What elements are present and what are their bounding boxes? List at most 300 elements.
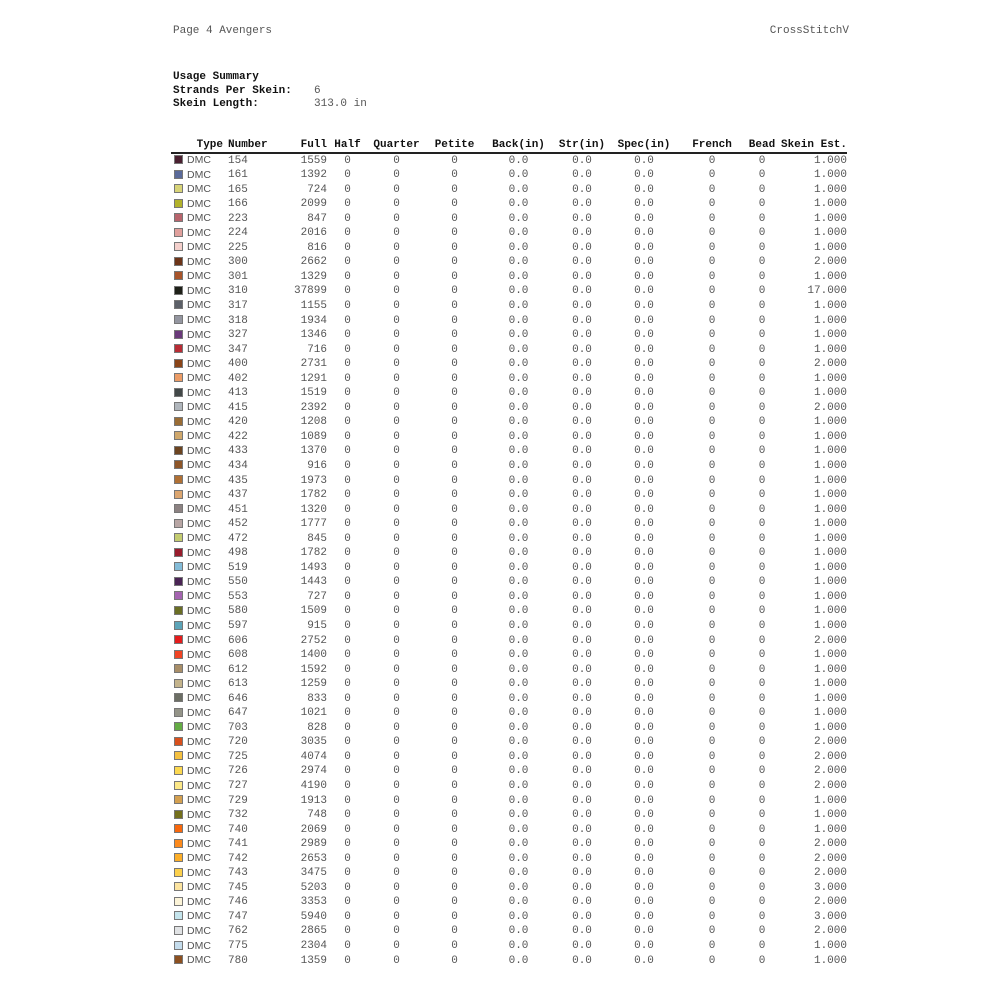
half-cell: 0 bbox=[344, 809, 351, 822]
petite-cell: 0 bbox=[451, 241, 458, 254]
thread-type: DMC bbox=[187, 226, 211, 239]
skein-est-cell: 1.000 bbox=[813, 809, 847, 822]
skein-est-cell: 1.000 bbox=[813, 314, 847, 327]
french-cell: 0 bbox=[708, 503, 716, 516]
number-cell: 612 bbox=[228, 663, 248, 676]
number-cell: 317 bbox=[228, 299, 248, 312]
str-cell: 0.0 bbox=[572, 270, 592, 283]
type-cell bbox=[171, 387, 225, 402]
quarter-cell: 0 bbox=[393, 547, 400, 560]
type-cell bbox=[171, 620, 225, 635]
spec-cell: 0.0 bbox=[634, 910, 654, 923]
type-cell bbox=[171, 954, 225, 969]
spec-cell: 0.0 bbox=[634, 649, 654, 662]
color-swatch-icon bbox=[174, 417, 183, 426]
table-row bbox=[171, 212, 847, 227]
half-cell: 0 bbox=[344, 794, 351, 807]
str-cell: 0.0 bbox=[572, 590, 592, 603]
thread-type: DMC bbox=[187, 503, 211, 516]
color-swatch-icon bbox=[174, 635, 183, 644]
bead-cell: 0 bbox=[758, 634, 766, 647]
full-cell: 2662 bbox=[300, 256, 327, 269]
skein-est-cell: 1.000 bbox=[813, 794, 847, 807]
quarter-cell: 0 bbox=[393, 576, 400, 589]
french-cell: 0 bbox=[708, 299, 716, 312]
back-cell: 0.0 bbox=[508, 372, 529, 385]
thread-type: DMC bbox=[187, 183, 211, 196]
petite-cell: 0 bbox=[451, 838, 458, 851]
quarter-cell: 0 bbox=[393, 299, 400, 312]
full-cell: 1934 bbox=[300, 314, 327, 327]
spec-cell: 0.0 bbox=[634, 198, 654, 211]
bead-cell: 0 bbox=[758, 503, 766, 516]
number-cell: 223 bbox=[228, 212, 248, 225]
french-cell: 0 bbox=[708, 183, 716, 196]
spec-cell: 0.0 bbox=[634, 474, 654, 487]
french-cell: 0 bbox=[708, 590, 716, 603]
petite-cell: 0 bbox=[451, 183, 458, 196]
spec-cell: 0.0 bbox=[634, 590, 654, 603]
color-swatch-icon bbox=[174, 679, 183, 688]
type-cell bbox=[171, 794, 225, 809]
half-cell: 0 bbox=[344, 547, 351, 560]
number-cell: 154 bbox=[228, 154, 248, 167]
french-cell: 0 bbox=[708, 212, 716, 225]
quarter-cell: 0 bbox=[393, 198, 400, 211]
number-cell: 762 bbox=[228, 925, 248, 938]
quarter-cell: 0 bbox=[393, 169, 400, 182]
bead-cell: 0 bbox=[758, 838, 766, 851]
skein-est-cell: 3.000 bbox=[813, 910, 847, 923]
half-cell: 0 bbox=[344, 372, 351, 385]
table-row bbox=[171, 765, 847, 780]
thread-type: DMC bbox=[187, 532, 211, 545]
petite-cell: 0 bbox=[451, 896, 458, 909]
french-cell: 0 bbox=[708, 154, 716, 167]
french-cell: 0 bbox=[708, 925, 716, 938]
thread-type: DMC bbox=[187, 721, 211, 734]
bead-cell: 0 bbox=[758, 532, 766, 545]
table-row bbox=[171, 605, 847, 620]
bead-cell: 0 bbox=[758, 241, 766, 254]
thread-type: DMC bbox=[187, 866, 211, 879]
str-cell: 0.0 bbox=[572, 212, 592, 225]
back-cell: 0.0 bbox=[508, 270, 529, 283]
type-cell bbox=[171, 430, 225, 445]
skein-est-cell: 1.000 bbox=[813, 518, 847, 531]
half-cell: 0 bbox=[344, 561, 351, 574]
back-cell: 0.0 bbox=[508, 503, 529, 516]
table-row bbox=[171, 430, 847, 445]
petite-cell: 0 bbox=[451, 372, 458, 385]
thread-type: DMC bbox=[187, 881, 211, 894]
table-row bbox=[171, 169, 847, 184]
str-cell: 0.0 bbox=[572, 532, 592, 545]
half-cell: 0 bbox=[344, 852, 351, 865]
quarter-cell: 0 bbox=[393, 329, 400, 342]
full-cell: 2974 bbox=[300, 765, 327, 778]
french-cell: 0 bbox=[708, 736, 716, 749]
french-cell: 0 bbox=[708, 896, 716, 909]
type-cell bbox=[171, 896, 225, 911]
petite-cell: 0 bbox=[451, 721, 458, 734]
quarter-cell: 0 bbox=[393, 430, 400, 443]
thread-type: DMC bbox=[187, 546, 211, 559]
petite-cell: 0 bbox=[451, 459, 458, 472]
petite-cell: 0 bbox=[451, 750, 458, 763]
skein-est-cell: 1.000 bbox=[813, 692, 847, 705]
usage-table bbox=[171, 138, 847, 969]
bead-cell: 0 bbox=[758, 867, 766, 880]
quarter-cell: 0 bbox=[393, 707, 400, 720]
quarter-cell: 0 bbox=[393, 518, 400, 531]
full-cell: 1592 bbox=[300, 663, 327, 676]
number-cell: 580 bbox=[228, 605, 248, 618]
back-cell: 0.0 bbox=[508, 416, 529, 429]
table-row bbox=[171, 809, 847, 824]
skein-est-cell: 1.000 bbox=[813, 576, 847, 589]
back-cell: 0.0 bbox=[508, 750, 529, 763]
thread-type: DMC bbox=[187, 372, 211, 385]
petite-cell: 0 bbox=[451, 590, 458, 603]
skein-est-cell: 1.000 bbox=[813, 547, 847, 560]
color-swatch-icon bbox=[174, 490, 183, 499]
thread-type: DMC bbox=[187, 808, 211, 821]
skein-est-cell: 2.000 bbox=[813, 765, 847, 778]
spec-cell: 0.0 bbox=[634, 605, 654, 618]
french-cell: 0 bbox=[708, 940, 716, 953]
quarter-cell: 0 bbox=[393, 590, 400, 603]
table-row bbox=[171, 750, 847, 765]
french-cell: 0 bbox=[708, 881, 716, 894]
type-cell bbox=[171, 343, 225, 358]
skein-est-cell: 1.000 bbox=[813, 561, 847, 574]
table-row bbox=[171, 954, 847, 969]
type-cell bbox=[171, 445, 225, 460]
number-cell: 613 bbox=[228, 678, 248, 691]
french-cell: 0 bbox=[708, 649, 716, 662]
number-cell: 161 bbox=[228, 169, 248, 182]
half-cell: 0 bbox=[344, 387, 351, 400]
bead-cell: 0 bbox=[758, 299, 766, 312]
spec-cell: 0.0 bbox=[634, 765, 654, 778]
quarter-cell: 0 bbox=[393, 285, 400, 298]
back-cell: 0.0 bbox=[508, 707, 529, 720]
spec-cell: 0.0 bbox=[634, 154, 654, 167]
skein-est-cell: 2.000 bbox=[813, 867, 847, 880]
number-cell: 608 bbox=[228, 649, 248, 662]
skein-est-cell: 2.000 bbox=[813, 401, 847, 414]
quarter-cell: 0 bbox=[393, 343, 400, 356]
back-cell: 0.0 bbox=[508, 896, 529, 909]
col-str: Str(in) bbox=[553, 138, 611, 153]
back-cell: 0.0 bbox=[508, 445, 529, 458]
table-row bbox=[171, 285, 847, 300]
table-row bbox=[171, 590, 847, 605]
type-cell bbox=[171, 416, 225, 431]
number-cell: 225 bbox=[228, 241, 248, 254]
table-row bbox=[171, 532, 847, 547]
quarter-cell: 0 bbox=[393, 227, 400, 240]
spec-cell: 0.0 bbox=[634, 358, 654, 371]
bead-cell: 0 bbox=[758, 910, 766, 923]
thread-type: DMC bbox=[187, 517, 211, 530]
back-cell: 0.0 bbox=[508, 765, 529, 778]
full-cell: 1509 bbox=[300, 605, 327, 618]
table-row bbox=[171, 227, 847, 242]
number-cell: 498 bbox=[228, 547, 248, 560]
half-cell: 0 bbox=[344, 314, 351, 327]
full-cell: 2989 bbox=[300, 838, 327, 851]
french-cell: 0 bbox=[708, 547, 716, 560]
back-cell: 0.0 bbox=[508, 823, 529, 836]
full-cell: 1320 bbox=[300, 503, 327, 516]
full-cell: 716 bbox=[307, 343, 327, 356]
str-cell: 0.0 bbox=[572, 852, 592, 865]
full-cell: 1913 bbox=[300, 794, 327, 807]
quarter-cell: 0 bbox=[393, 154, 400, 167]
bead-cell: 0 bbox=[758, 285, 766, 298]
str-cell: 0.0 bbox=[572, 620, 592, 632]
spec-cell: 0.0 bbox=[634, 256, 654, 269]
french-cell: 0 bbox=[708, 634, 716, 647]
color-swatch-icon bbox=[174, 839, 183, 848]
quarter-cell: 0 bbox=[393, 692, 400, 705]
bead-cell: 0 bbox=[758, 547, 766, 560]
color-swatch-icon bbox=[174, 766, 183, 775]
quarter-cell: 0 bbox=[393, 605, 400, 618]
bead-cell: 0 bbox=[758, 794, 766, 807]
number-cell: 729 bbox=[228, 794, 248, 807]
petite-cell: 0 bbox=[451, 416, 458, 429]
quarter-cell: 0 bbox=[393, 896, 400, 909]
french-cell: 0 bbox=[708, 605, 716, 618]
petite-cell: 0 bbox=[451, 227, 458, 240]
spec-cell: 0.0 bbox=[634, 561, 654, 574]
color-swatch-icon bbox=[174, 257, 183, 266]
table-row bbox=[171, 387, 847, 402]
color-swatch-icon bbox=[174, 199, 183, 208]
number-cell: 300 bbox=[228, 256, 248, 269]
table-row bbox=[171, 561, 847, 576]
quarter-cell: 0 bbox=[393, 212, 400, 225]
petite-cell: 0 bbox=[451, 910, 458, 923]
quarter-cell: 0 bbox=[393, 794, 400, 807]
thread-type: DMC bbox=[187, 575, 211, 588]
back-cell: 0.0 bbox=[508, 474, 529, 487]
half-cell: 0 bbox=[344, 881, 351, 894]
petite-cell: 0 bbox=[451, 765, 458, 778]
bead-cell: 0 bbox=[758, 663, 766, 676]
table-row bbox=[171, 780, 847, 795]
skein-est-cell: 2.000 bbox=[813, 750, 847, 763]
thread-type: DMC bbox=[187, 910, 211, 923]
table-row bbox=[171, 838, 847, 853]
thread-type: DMC bbox=[187, 386, 211, 399]
french-cell: 0 bbox=[708, 692, 716, 705]
quarter-cell: 0 bbox=[393, 721, 400, 734]
skein-est-cell: 2.000 bbox=[813, 896, 847, 909]
skein-est-cell: 1.000 bbox=[813, 329, 847, 342]
number-cell: 435 bbox=[228, 474, 248, 487]
table-row bbox=[171, 852, 847, 867]
bead-cell: 0 bbox=[758, 896, 766, 909]
number-cell: 422 bbox=[228, 430, 248, 443]
french-cell: 0 bbox=[708, 809, 716, 822]
bead-cell: 0 bbox=[758, 765, 766, 778]
color-swatch-icon bbox=[174, 882, 183, 891]
table-row bbox=[171, 547, 847, 562]
table-row bbox=[171, 503, 847, 518]
type-cell bbox=[171, 910, 225, 925]
str-cell: 0.0 bbox=[572, 401, 592, 414]
bead-cell: 0 bbox=[758, 401, 766, 414]
full-cell: 2653 bbox=[300, 852, 327, 865]
number-cell: 780 bbox=[228, 954, 248, 967]
table-row bbox=[171, 314, 847, 329]
spec-cell: 0.0 bbox=[634, 372, 654, 385]
type-cell bbox=[171, 649, 225, 664]
half-cell: 0 bbox=[344, 474, 351, 487]
half-cell: 0 bbox=[344, 663, 351, 676]
table-row bbox=[171, 721, 847, 736]
str-cell: 0.0 bbox=[572, 663, 592, 676]
skein-est-cell: 2.000 bbox=[813, 838, 847, 851]
str-cell: 0.0 bbox=[572, 881, 592, 894]
spec-cell: 0.0 bbox=[634, 547, 654, 560]
half-cell: 0 bbox=[344, 620, 351, 632]
petite-cell: 0 bbox=[451, 561, 458, 574]
number-cell: 732 bbox=[228, 809, 248, 822]
str-cell: 0.0 bbox=[572, 547, 592, 560]
number-cell: 726 bbox=[228, 765, 248, 778]
half-cell: 0 bbox=[344, 649, 351, 662]
back-cell: 0.0 bbox=[508, 518, 529, 531]
half-cell: 0 bbox=[344, 212, 351, 225]
str-cell: 0.0 bbox=[572, 358, 592, 371]
french-cell: 0 bbox=[708, 678, 716, 691]
back-cell: 0.0 bbox=[508, 605, 529, 618]
full-cell: 1089 bbox=[300, 430, 327, 443]
number-cell: 433 bbox=[228, 445, 248, 458]
petite-cell: 0 bbox=[451, 692, 458, 705]
type-cell bbox=[171, 561, 225, 576]
half-cell: 0 bbox=[344, 634, 351, 647]
spec-cell: 0.0 bbox=[634, 794, 654, 807]
color-swatch-icon bbox=[174, 810, 183, 819]
bead-cell: 0 bbox=[758, 518, 766, 531]
bead-cell: 0 bbox=[758, 750, 766, 763]
spec-cell: 0.0 bbox=[634, 838, 654, 851]
skein-est-cell: 2.000 bbox=[813, 358, 847, 371]
quarter-cell: 0 bbox=[393, 649, 400, 662]
str-cell: 0.0 bbox=[572, 256, 592, 269]
full-cell: 916 bbox=[307, 459, 327, 472]
back-cell: 0.0 bbox=[508, 940, 529, 953]
spec-cell: 0.0 bbox=[634, 503, 654, 516]
str-cell: 0.0 bbox=[572, 794, 592, 807]
quarter-cell: 0 bbox=[393, 445, 400, 458]
back-cell: 0.0 bbox=[508, 809, 529, 822]
col-quarter: Quarter bbox=[368, 138, 425, 153]
skein-est-cell: 1.000 bbox=[813, 590, 847, 603]
type-cell bbox=[171, 590, 225, 605]
str-cell: 0.0 bbox=[572, 809, 592, 822]
half-cell: 0 bbox=[344, 605, 351, 618]
table-row bbox=[171, 867, 847, 882]
spec-cell: 0.0 bbox=[634, 387, 654, 400]
french-cell: 0 bbox=[708, 707, 716, 720]
petite-cell: 0 bbox=[451, 823, 458, 836]
full-cell: 5940 bbox=[300, 910, 327, 923]
str-cell: 0.0 bbox=[572, 707, 592, 720]
petite-cell: 0 bbox=[451, 867, 458, 880]
bead-cell: 0 bbox=[758, 343, 766, 356]
bead-cell: 0 bbox=[758, 474, 766, 487]
thread-type: DMC bbox=[187, 706, 211, 719]
type-cell bbox=[171, 634, 225, 649]
french-cell: 0 bbox=[708, 780, 716, 793]
full-cell: 816 bbox=[307, 241, 327, 254]
thread-type: DMC bbox=[187, 415, 211, 428]
half-cell: 0 bbox=[344, 721, 351, 734]
petite-cell: 0 bbox=[451, 256, 458, 269]
bead-cell: 0 bbox=[758, 358, 766, 371]
full-cell: 2016 bbox=[300, 227, 327, 240]
bead-cell: 0 bbox=[758, 183, 766, 196]
thread-type: DMC bbox=[187, 444, 211, 457]
thread-type: DMC bbox=[187, 299, 211, 312]
half-cell: 0 bbox=[344, 329, 351, 342]
type-cell bbox=[171, 358, 225, 373]
half-cell: 0 bbox=[344, 692, 351, 705]
quarter-cell: 0 bbox=[393, 561, 400, 574]
petite-cell: 0 bbox=[451, 285, 458, 298]
color-swatch-icon bbox=[174, 504, 183, 513]
back-cell: 0.0 bbox=[508, 329, 529, 342]
full-cell: 727 bbox=[307, 590, 327, 603]
half-cell: 0 bbox=[344, 358, 351, 371]
type-cell bbox=[171, 314, 225, 329]
full-cell: 847 bbox=[307, 212, 327, 225]
bead-cell: 0 bbox=[758, 881, 766, 894]
skein-est-cell: 1.000 bbox=[813, 678, 847, 691]
color-swatch-icon bbox=[174, 155, 183, 164]
skein-est-cell: 1.000 bbox=[813, 343, 847, 356]
str-cell: 0.0 bbox=[572, 285, 592, 298]
half-cell: 0 bbox=[344, 299, 351, 312]
table-row bbox=[171, 794, 847, 809]
table-row bbox=[171, 692, 847, 707]
french-cell: 0 bbox=[708, 532, 716, 545]
spec-cell: 0.0 bbox=[634, 736, 654, 749]
thread-type: DMC bbox=[187, 357, 211, 370]
type-cell bbox=[171, 401, 225, 416]
back-cell: 0.0 bbox=[508, 358, 529, 371]
thread-type: DMC bbox=[187, 852, 211, 865]
back-cell: 0.0 bbox=[508, 852, 529, 865]
type-cell bbox=[171, 372, 225, 387]
str-cell: 0.0 bbox=[572, 576, 592, 589]
half-cell: 0 bbox=[344, 343, 351, 356]
skein-est-cell: 1.000 bbox=[813, 416, 847, 429]
color-swatch-icon bbox=[174, 621, 183, 630]
thread-type: DMC bbox=[187, 794, 211, 807]
str-cell: 0.0 bbox=[572, 954, 592, 967]
table-row bbox=[171, 299, 847, 314]
quarter-cell: 0 bbox=[393, 809, 400, 822]
str-cell: 0.0 bbox=[572, 765, 592, 778]
